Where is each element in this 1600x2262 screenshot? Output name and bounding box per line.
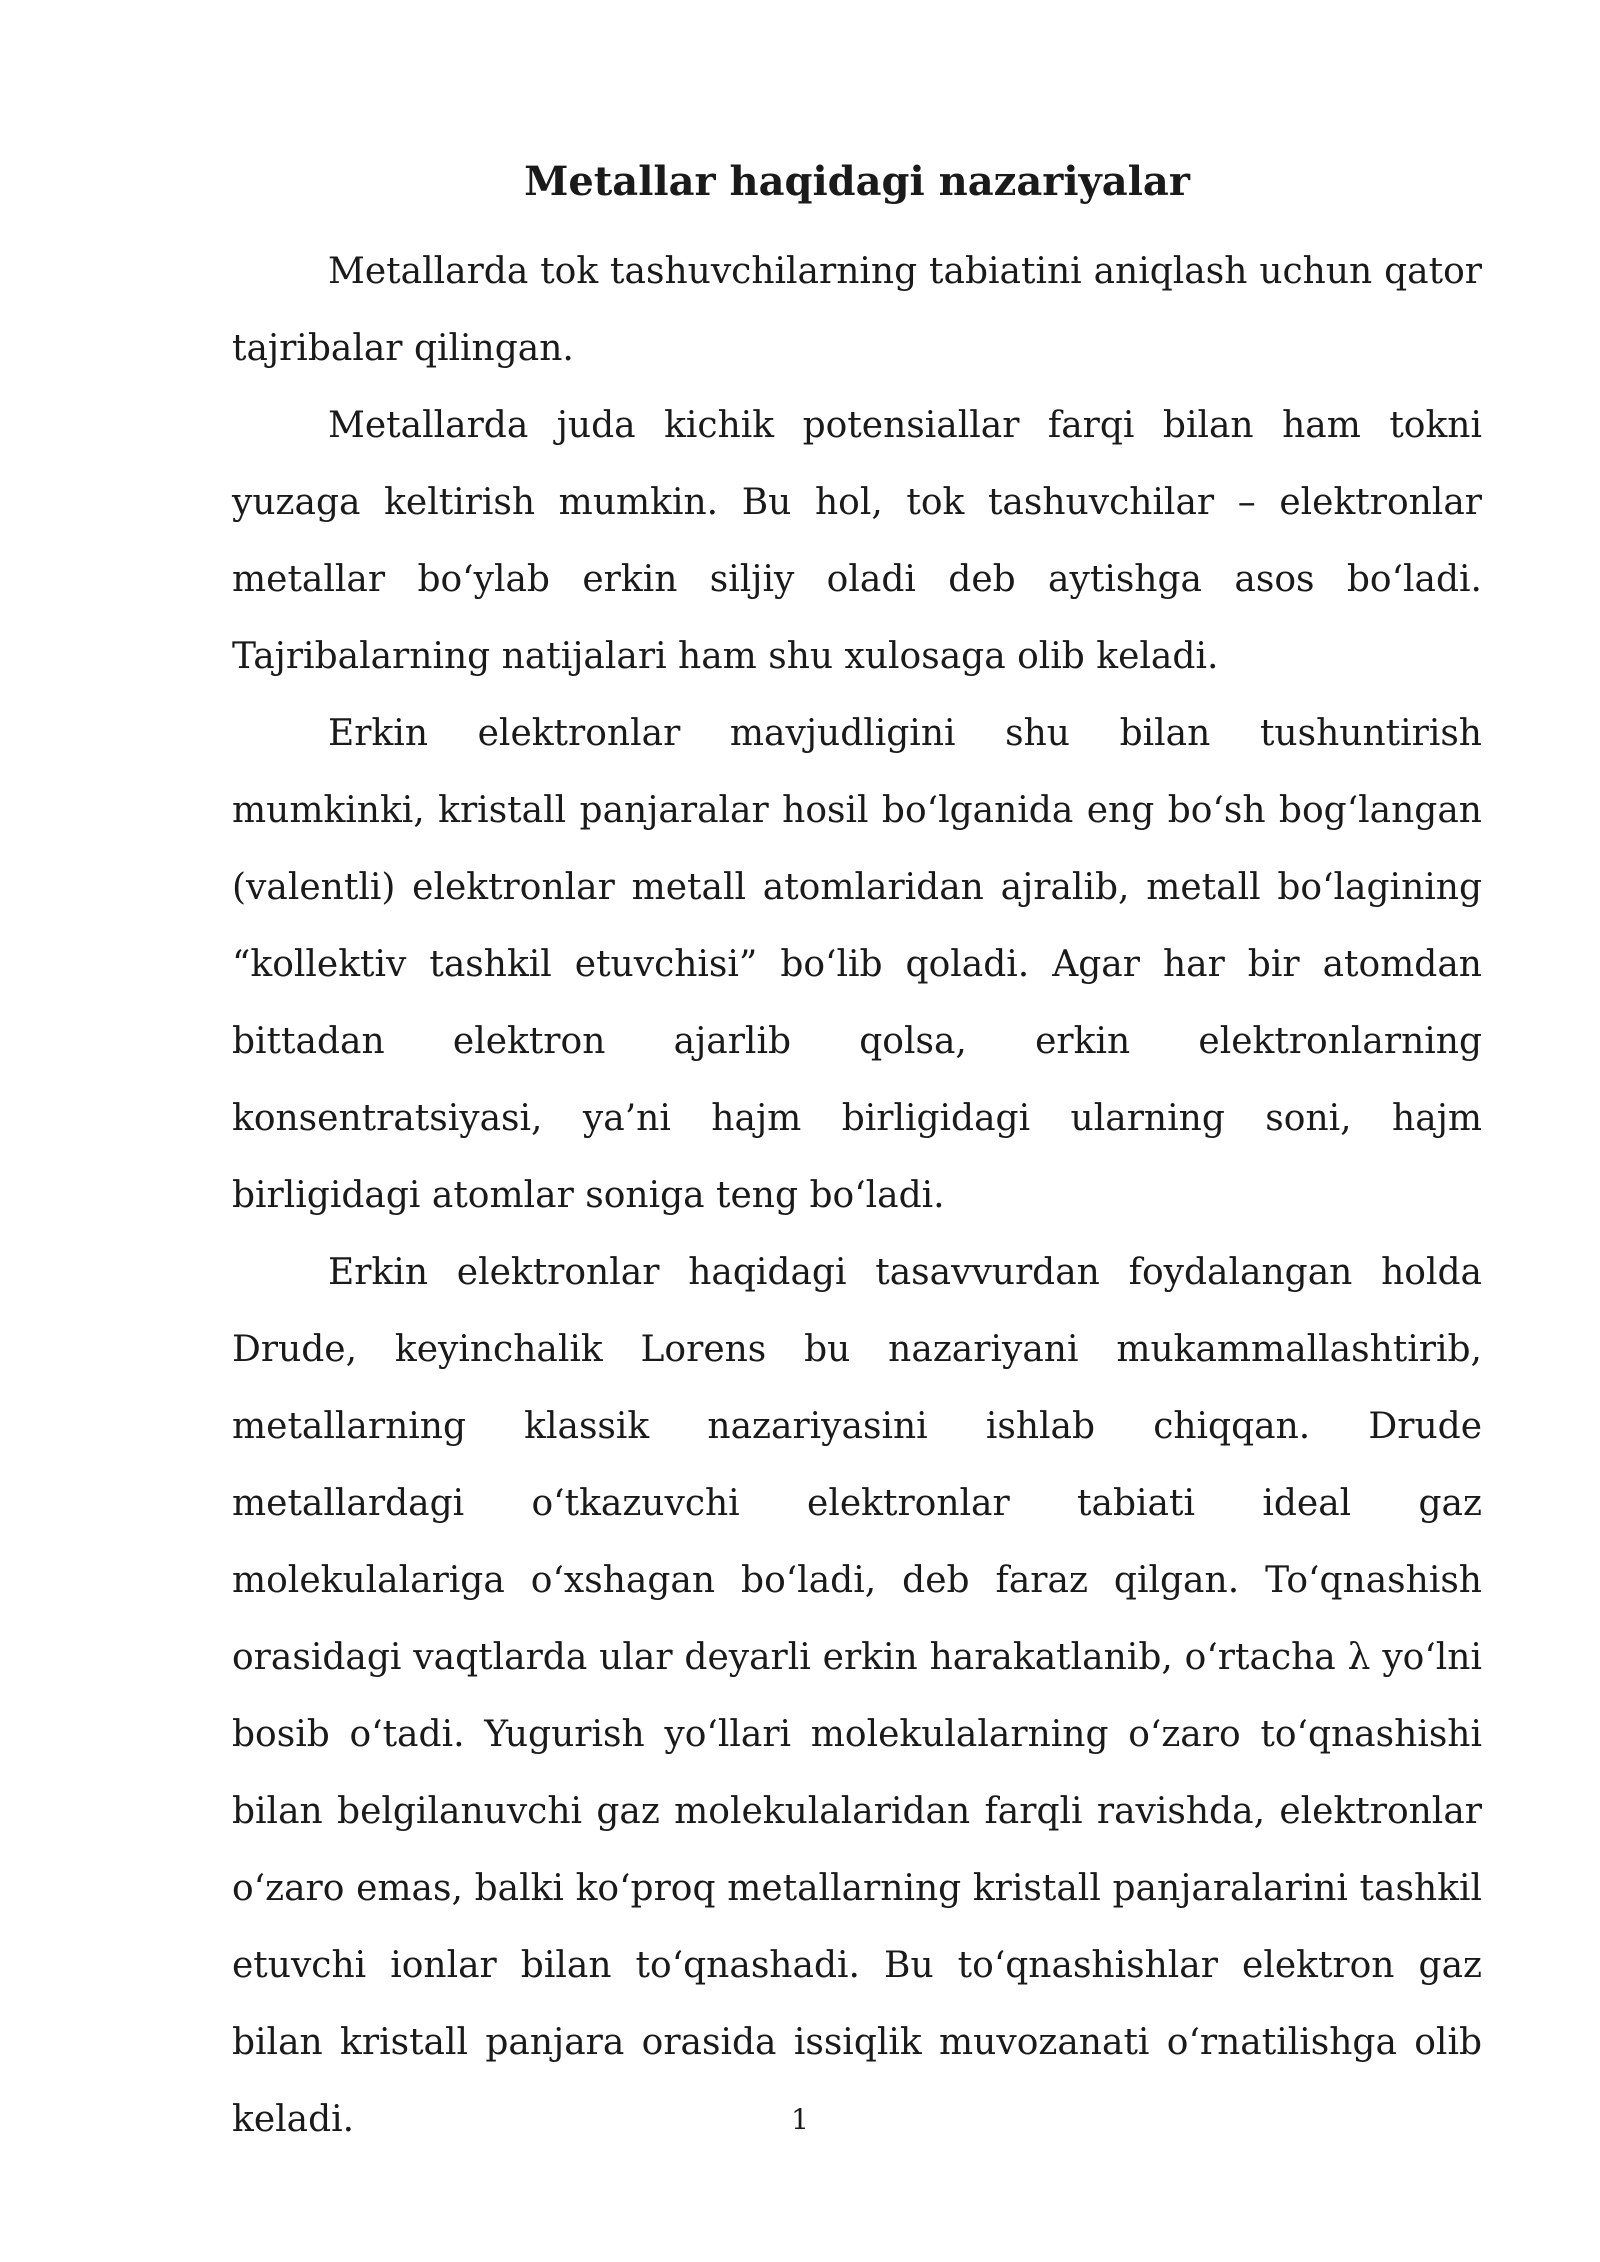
paragraph: Erkin elektronlar mavjudligini shu bilan tushuntirish mumkinki, kristall panjaralar hosil bo‘lganida eng bo‘sh bog‘langan (valentli) elektronlar metall atomlaridan ajralib, metall bo‘lagining “kollektiv tashkil etuvchisi” bo‘lib qoladi. Agar har bir atomdan bittadan elektron ajarlib qolsa, erkin elektronlarning konsentratsiyasi, ya’ni hajm birligidagi ularning soni, hajm birligidagi atomlar soniga teng bo‘ladi. — [232, 713, 1482, 1216]
paragraph: Metallarda juda kichik potensiallar farqi bilan ham tokni yuzaga keltirish mumkin. Bu hol, tok tashuvchilar – elektronlar metallar bo‘ylab erkin siljiy oladi deb aytishga asos bo‘ladi. Tajribalarning natijalari ham shu xulosaga olib keladi. — [232, 405, 1482, 677]
paragraph: Metallarda tok tashuvchilarning tabiatini aniqlash uchun qator tajribalar qilingan. — [232, 251, 1482, 369]
document-title: Metallar haqidagi nazariyalar — [524, 158, 1190, 205]
page-number: 1 — [791, 2103, 809, 2136]
document-body — [232, 233, 1482, 2158]
paragraph: Erkin elektronlar haqidagi tasavvurdan foydalangan holda Drude, keyinchalik Lorens bu nazariyani mukammallashtirib, metallarning klassik nazariyasini ishlab chiqqan. Drude metallardagi o‘tkazuvchi elektronlar tabiati ideal gaz molekulalariga o‘xshagan bo‘ladi, deb faraz qilgan. To‘qnashish orasidagi vaqtlarda ular deyarli erkin harakatlanib, o‘rtacha λ yo‘lni bosib o‘tadi. Yugurish yo‘llari molekulalarning o‘zaro to‘qnashishi bilan belgilanuvchi gaz molekulalaridan farqli ravishda, elektronlar o‘zaro emas, balki ko‘proq metallarning kristall panjaralarini tashkil etuvchi ionlar bilan to‘qnashadi. Bu to‘qnashishlar elektron gaz bilan kristall panjara orasida issiqlik muvozanati o‘rnatilishga olib keladi. — [232, 1252, 1482, 2140]
